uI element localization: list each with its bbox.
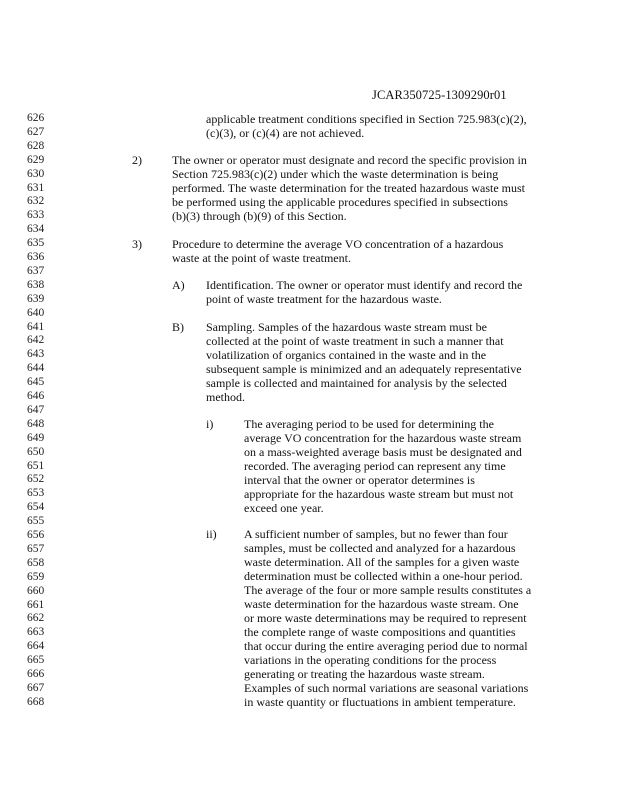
line-number: 656 [27,529,45,541]
text-line: Section 725.983(c)(2) under which the waste determination is being [172,167,499,181]
line-number: 643 [27,348,45,361]
text-line: Identification. The owner or operator must identify and record the [206,278,523,292]
line-number: 652 [27,473,45,486]
line-number: 628 [27,139,45,152]
text-line: that occur during the entire averaging period due to normal [244,639,528,653]
list-marker: ii) [206,527,217,541]
line-number: 650 [27,445,45,458]
text-line: generating or treating the hazardous waste stream. [244,667,485,681]
text-line: the complete range of waste compositions and quantities [244,625,516,639]
line-number: 651 [27,459,45,472]
text-line: method. [206,390,245,404]
line-number: 653 [27,487,45,500]
text-line: The average of the four or more sample results constitutes a [244,583,532,597]
text-line: on a mass-weighted average basis must be designated and [244,445,522,459]
line-number: 641 [27,320,45,333]
list-marker: 2) [132,153,142,167]
paragraph-ii [244,527,531,709]
list-marker: B) [172,320,184,334]
line-number: 640 [27,306,45,319]
line-number: 637 [27,264,45,277]
list-marker: A) [172,278,185,292]
line-number: 657 [27,542,45,555]
text-line: appropriate for the hazardous waste stream but must not [244,487,514,501]
line-number: 655 [27,515,45,528]
list-marker: 3) [132,237,142,251]
line-number: 633 [27,209,45,222]
text-line: applicable treatment conditions specified in Section 725.983(c)(2), [206,112,527,126]
paragraph-continuation [206,112,527,140]
text-line: The owner or operator must designate and record the specific provision in [172,153,527,167]
line-number: 659 [27,570,45,583]
line-number: 658 [27,556,45,569]
text-line: subsequent sample is minimized and an adequately representative [206,362,522,376]
line-number: 661 [27,598,45,611]
list-marker: i) [206,417,214,431]
line-number: 642 [27,334,45,347]
text-line: exceed one year. [244,501,324,515]
paragraph-B [206,320,522,404]
line-number: 667 [27,681,45,694]
line-number: 648 [27,417,45,430]
line-number: 666 [27,668,45,680]
line-number: 649 [27,431,45,444]
text-line: (b)(3) through (b)(9) of this Section. [172,209,347,223]
text-line: The averaging period to be used for determining the [244,417,494,431]
text-line: volatilization of organics contained in the waste and in the [206,348,487,362]
line-number: 645 [27,376,45,389]
text-line: variations in the operating conditions for the process [244,653,497,667]
text-line: or more waste determinations may be required to represent [244,611,527,625]
text-line: Procedure to determine the average VO concentration of a hazardous [172,237,504,251]
paragraph-A [206,278,522,306]
line-number: 632 [27,195,45,208]
text-line: average VO concentration for the hazardous waste stream [244,431,522,445]
line-number: 668 [27,695,45,708]
text-line: A sufficient number of samples, but no fewer than four [244,527,508,541]
line-number: 639 [27,292,45,305]
line-number: 627 [27,125,45,138]
line-number: 631 [27,181,45,194]
text-line: Sampling. Samples of the hazardous waste stream must be [206,320,487,334]
line-number: 636 [27,251,45,263]
text-line: performed. The waste determination for the treated hazardous waste must [172,181,525,195]
text-line: waste determination. All of the samples for a given waste [244,555,520,569]
line-number: 664 [27,640,45,653]
text-line: collected at the point of waste treatment in such a manner that [206,334,504,348]
line-number: 662 [27,612,45,625]
line-number: 629 [27,153,45,166]
text-line: waste determination for the hazardous waste stream. One [244,597,519,611]
line-number: 634 [27,223,45,236]
text-line: interval that the owner or operator determines is [244,473,475,487]
text-line: point of waste treatment for the hazardous waste. [206,292,442,306]
text-line: waste at the point of waste treatment. [172,251,351,265]
text-line: (c)(3), or (c)(4) are not achieved. [206,126,365,140]
line-number: 660 [27,584,45,597]
line-number: 644 [27,362,45,375]
text-line: sample is collected and maintained for analysis by the selected [206,376,507,390]
line-number: 630 [27,167,45,180]
line-number: 638 [27,278,45,291]
line-number: 663 [27,626,45,639]
text-line: determination must be collected within a one-hour period. [244,569,523,583]
line-number: 654 [27,501,45,514]
line-number: 665 [27,654,45,667]
line-number: 646 [27,390,45,402]
text-line: in waste quantity or fluctuations in ambient temperature. [244,695,516,709]
document-id-header: JCAR350725-1309290r01 [372,88,507,102]
paragraph-2 [172,153,527,223]
text-line: samples, must be collected and analyzed for a hazardous [244,541,516,555]
paragraph-3 [172,237,503,265]
paragraph-i [244,417,522,515]
text-line: Examples of such normal variations are seasonal variations [244,681,529,695]
line-number: 626 [27,112,45,124]
line-number: 635 [27,237,45,250]
line-number: 647 [27,403,45,416]
text-line: recorded. The averaging period can represent any time [244,459,506,473]
text-line: be performed using the applicable procedures specified in subsections [172,195,508,209]
